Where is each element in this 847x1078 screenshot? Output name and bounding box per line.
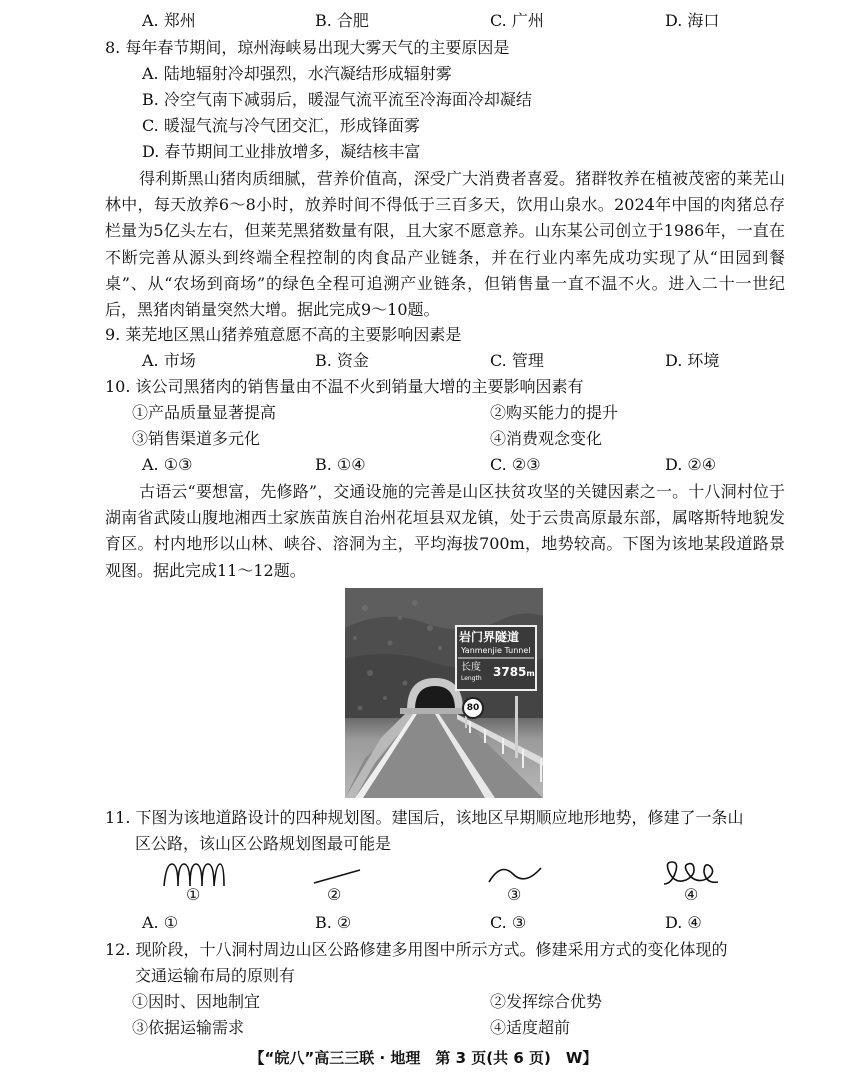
- q10-option-c: C. ②③: [490, 455, 541, 474]
- q10-stem: 10. 该公司黑猪肉的销售量由不温不火到销量大增的主要影响因素有: [105, 377, 584, 396]
- q11-option-b: B. ②: [315, 913, 352, 932]
- passage-shibadong: [105, 479, 785, 584]
- q12-item-3: ③依据运输需求: [132, 1018, 245, 1037]
- q10-option-a: A. ①③: [142, 455, 193, 474]
- q10-item-4: ④消费观念变化: [490, 429, 603, 448]
- q8-option-a: A. 陆地辐射冷却强烈，水汽凝结形成辐射雾: [142, 64, 452, 83]
- q11-option-c: C. ③: [490, 913, 527, 932]
- q12-item-1: ①因时、因地制宜: [132, 992, 261, 1011]
- road-plan-1-label: ①: [186, 885, 201, 904]
- q9-stem: 9. 莱芜地区黑山猪养殖意愿不高的主要影响因素是: [105, 325, 462, 344]
- passage-heishan-pig-text: 得利斯黑山猪肉质细腻，营养价值高，深受广大消费者喜爱。猪群牧养在植被茂密的莱芜山林中，每天放养6～8小时，放养时间不得低于三百多天，饮用山泉水。2024年中国的肉猪总存栏量为5亿头左右，但莱芜黑猪数量有限，且大家不愿意养。山东某公司创立于1986年，一直在不断完善从源头到终端全程控制的肉食品产业链条，并在行业内率先成功实现了从“田园到餐桌”、从“农场到商场”的绿色全程可追溯产业链条，但销售量一直不温不火。进入二十一世纪后，黑猪肉销量突然大增。据此完成9～10题。: [105, 169, 785, 320]
- passage-heishan-pig: [105, 166, 785, 323]
- q12-item-2: ②发挥综合优势: [490, 992, 603, 1011]
- q7-option-c: C. 广州: [490, 11, 544, 30]
- passage-shibadong-text: 古语云“要想富，先修路”，交通设施的完善是山区扶贫攻坚的关键因素之一。十八洞村位于湖南省武陵山腹地湘西土家族苗族自治州花垣县双龙镇，处于云贵高原最东部，属喀斯特地貌发育区。村内地形以山林、峡谷、溶洞为主，平均海拔700m，地势较高。下图为该地某段道路景观图。据此完成11～12题。: [105, 482, 785, 580]
- q8-option-c: C. 暖湿气流与冷气团交汇，形成锋面雾: [142, 116, 420, 135]
- sign-length-cn: 长度: [461, 662, 481, 673]
- q7-option-b: B. 合肥: [315, 11, 369, 30]
- tunnel-road-photo: [345, 588, 543, 798]
- q8-option-b: B. 冷空气南下减弱后，暖湿气流平流至冷海面冷却凝结: [142, 90, 532, 109]
- sign-title-en: Yanmenjie Tunnel: [461, 646, 531, 655]
- road-plan-2-straight: [312, 866, 362, 886]
- q9-option-c: C. 管理: [490, 351, 544, 370]
- road-plan-4-loops: [660, 858, 722, 888]
- q9-option-a: A. 市场: [142, 351, 196, 370]
- q9-option-d: D. 环境: [665, 351, 720, 370]
- q12-stem-line1: 12. 现阶段，十八洞村周边山区公路修建多用图中所示方式。修建采用方式的变化体现的: [105, 940, 728, 959]
- sign-length-value: [493, 665, 535, 681]
- q10-option-d: D. ②④: [665, 455, 717, 474]
- q10-item-3: ③销售渠道多元化: [132, 429, 261, 448]
- q12-stem-line2: 交通运输布局的原则有: [135, 966, 296, 985]
- q8-option-d: D. 春节期间工业排放增多，凝结核丰富: [142, 142, 421, 161]
- q11-option-d: D. ④: [665, 913, 702, 932]
- road-plan-3-wave: [487, 860, 543, 888]
- sign-length-number: 3785: [493, 665, 527, 679]
- speed-limit-sign: 80: [466, 703, 480, 713]
- q10-item-1: ①产品质量显著提高: [132, 403, 277, 422]
- sign-title-cn: 岩门界隧道: [459, 630, 520, 644]
- page-footer: 【“皖八”高三三联 · 地理 第 3 页(共 6 页) W】: [249, 1049, 598, 1067]
- road-plan-2-label: ②: [327, 885, 342, 904]
- q7-option-d: D. 海口: [665, 11, 720, 30]
- q12-item-4: ④适度超前: [490, 1018, 571, 1037]
- q11-option-a: A. ①: [142, 913, 179, 932]
- q8-stem: 8. 每年春节期间，琼州海峡易出现大雾天气的主要原因是: [105, 38, 510, 57]
- q7-option-a: A. 郑州: [142, 11, 196, 30]
- sign-length-unit: m: [526, 669, 535, 678]
- q11-stem-line2: 区公路，该山区公路规划图最可能是: [135, 834, 392, 853]
- q9-option-b: B. 资金: [315, 351, 369, 370]
- q11-stem-line1: 11. 下图为该地道路设计的四种规划图。建国后，该地区早期顺应地形地势，修建了一条山: [105, 808, 744, 827]
- q10-item-2: ②购买能力的提升: [490, 403, 619, 422]
- road-plan-3-label: ③: [507, 885, 522, 904]
- sign-length-en: Length: [461, 675, 482, 682]
- road-plan-4-label: ④: [684, 885, 699, 904]
- q10-option-b: B. ①④: [315, 455, 366, 474]
- tunnel-scene-svg: [345, 588, 543, 798]
